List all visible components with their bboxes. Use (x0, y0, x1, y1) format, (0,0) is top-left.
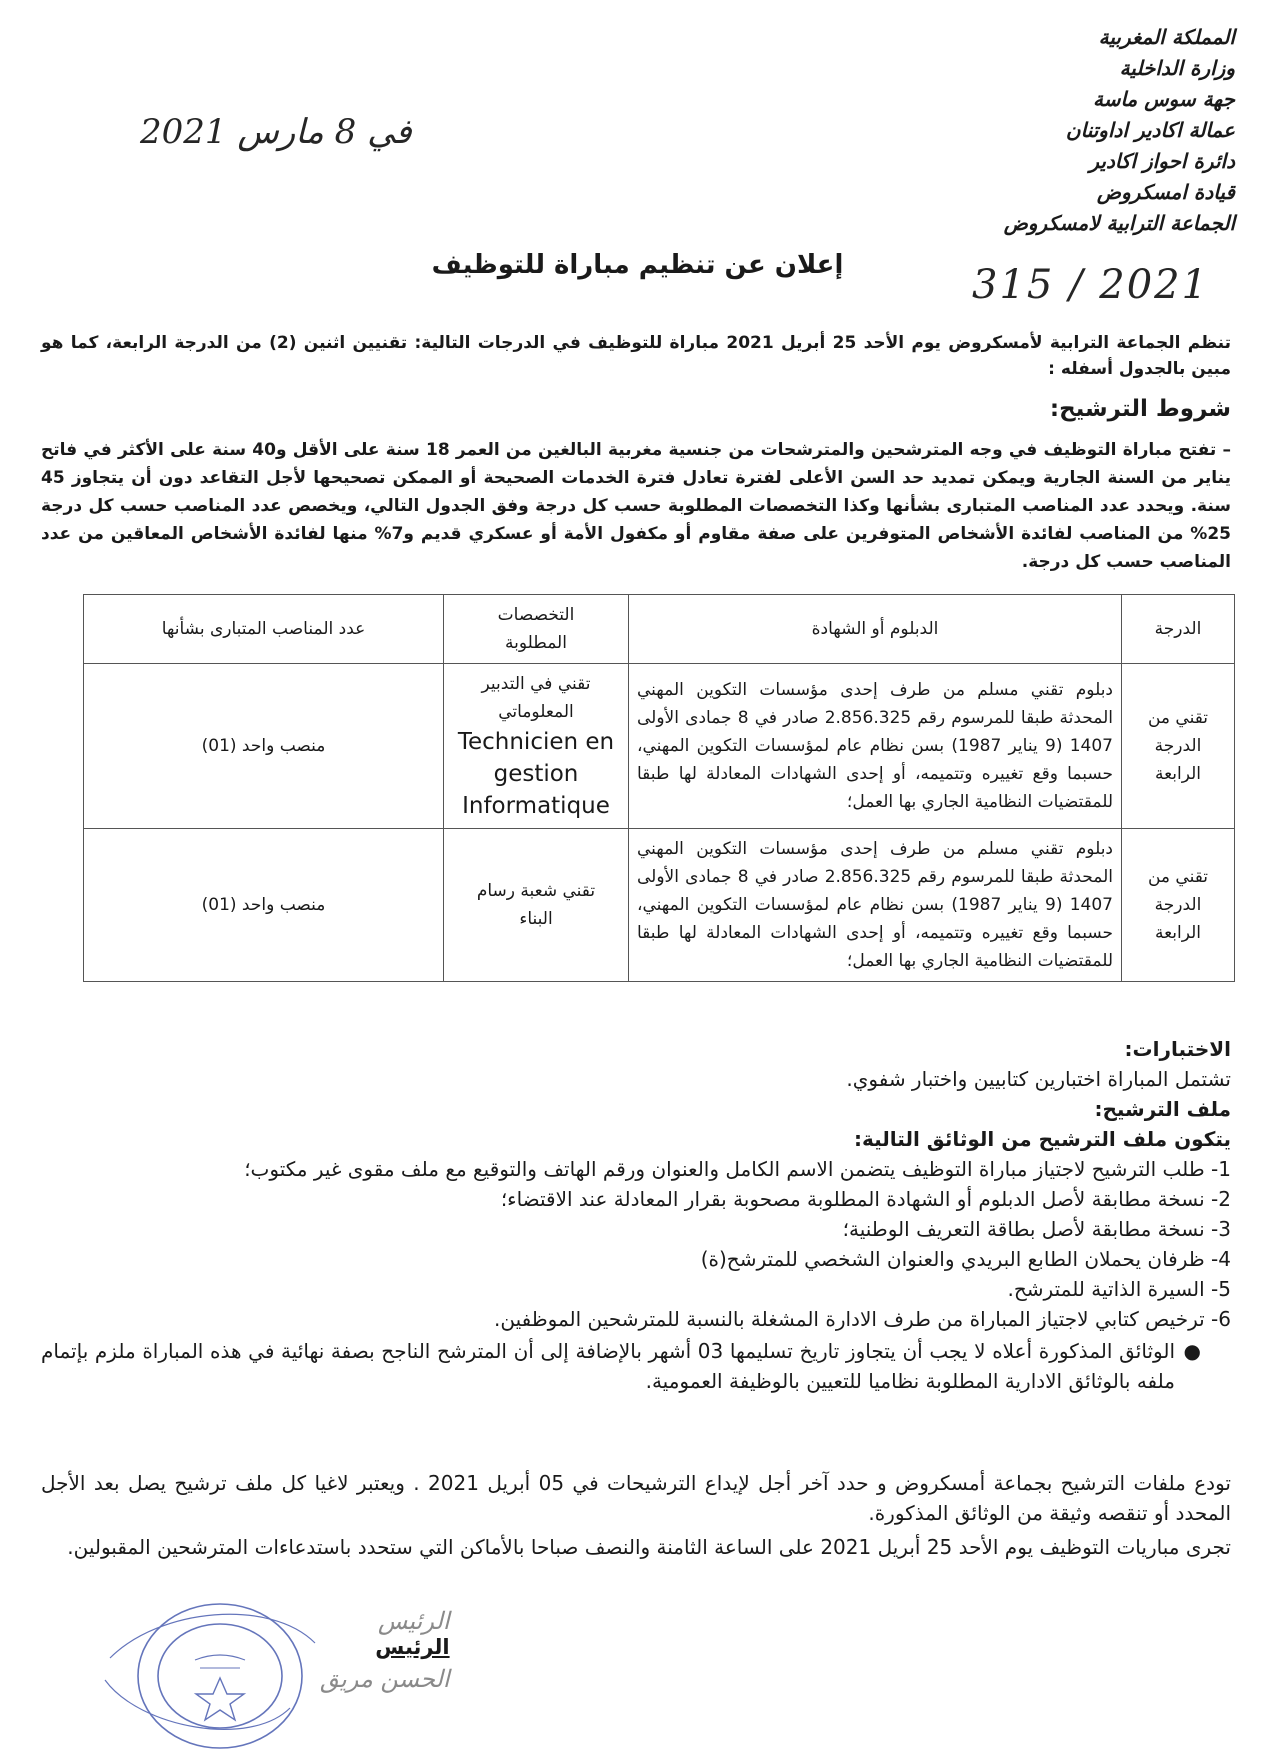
cell-posts: منصب واحد (01) (84, 664, 444, 829)
cell-specialty (444, 829, 629, 982)
file-subheading: يتكون ملف الترشيح من الوثائق التالية: (854, 1127, 1231, 1151)
deposit-paragraph: تودع ملفات الترشيح بجماعة أمسكروض و حدد آخر أجل لإيداع الترشيحات في 05 أبريل 2021 . ويعتبر لاغيا كل ملف ترشيح يصل بعد الأجل المحدد أو تنقصه وثيقة من الوثائق المذكورة. (41, 1471, 1231, 1525)
documents-list (41, 1154, 1231, 1334)
conditions-paragraph: – تفتح مباراة التوظيف في وجه المترشحين والمترشحات من جنسية مغربية البالغين من العمر 18 سنة على الأقل و40 سنة على الأكثر في فاتح يناير من السنة الجارية ويمكن تمديد حد السن الأعلى لفترة تعادل فترة الخدمات الصحيحة أو الممكن تصحيحها لأجل التقاعد دون أن يتجاوز 45 سنة. ويحدد عدد المناصب المتبارى بشأنها وكذا التخصصات المطلوبة حسب كل درجة وفق الجدول التالي، ويخصص عدد المناصب حسب كل درجة 25% من المناصب لفائدة الأشخاص المتوفرين على صفة مقاوم أو مكفول الأمة أو عسكري قديم و7% منها لفائدة الأشخاص المعاقين من عدد المناصب حسب كل درجة. (41, 440, 1231, 572)
list-item: 3- نسخة مطابقة لأصل بطاقة التعريف الوطنية؛ (842, 1217, 1231, 1241)
header-line-caidat: قيادة امسكروض (1096, 180, 1235, 204)
tests-heading: الاختبارات: (1124, 1037, 1231, 1061)
note-item (41, 1336, 1201, 1396)
signature-label: الرئيس (375, 1635, 450, 1659)
header-line-district: دائرة احواز اكادير (1089, 149, 1235, 173)
header-specialty-line1: التخصصات (497, 605, 575, 625)
grade-line: تقني من (1147, 708, 1209, 728)
header-specialty-line2: المطلوبة (505, 633, 567, 653)
document-title: إعلان عن تنظيم مباراة للتوظيف (431, 250, 844, 280)
note-text: الوثائق المذكورة أعلاه لا يجب أن يتجاوز تاريخ تسليمها 03 أشهر بالإضافة إلى أن المترشح الناجح بصفة نهائية في هذه المباراة ملزم بإتمام ملفه بالوثائق الادارية المطلوبة نظاميا للتعيين بالوظيفة العمومية. (41, 1339, 1175, 1393)
exam-paragraph: تجرى مباريات التوظيف يوم الأحد 25 أبريل 2021 على الساعة الثامنة والنصف صباحا بالأماكن التي ستحدد باستدعاءات المترشحين المقبولين. (67, 1535, 1231, 1559)
bullet-icon: ● (1183, 1339, 1201, 1363)
list-item: 5- السيرة الذاتية للمترشح. (1007, 1277, 1231, 1301)
cell-diploma: دبلوم تقني مسلم من طرف إحدى مؤسسات التكوين المهني المحدثة طبقا للمرسوم رقم 2.856.325 صادر في 8 جمادى الأولى 1407 (9 يناير 1987) بسن نظام عام لمؤسسات التكوين المهني، حسبما وقع تغييره وتتميمه، أو إحدى الشهادات المعادلة لها طبقا للمقتضيات النظامية الجاري بها العمل؛ (629, 664, 1122, 829)
cell-grade (1122, 829, 1235, 982)
conditions-heading: شروط الترشيح: (1049, 396, 1231, 422)
table-row (84, 829, 1235, 982)
specialty-ar-line: المعلوماتي (498, 702, 574, 722)
intro-paragraph: تنظم الجماعة الترابية لأمسكروض يوم الأحد 25 أبريل 2021 مباراة للتوظيف في الدرجات التالية: تقنيين اثنين (2) من الدرجة الرابعة، كما هو مبين بالجدول أسفله : (41, 333, 1231, 379)
list-item: 4- ظرفان يحملان الطابع البريدي والعنوان الشخصي للمترشح(ة) (700, 1247, 1231, 1271)
stamp-graphic (100, 1588, 320, 1758)
signatory-name: الحسن مريق (320, 1665, 450, 1693)
grade-line: الرابعة (1154, 764, 1202, 784)
header-line-prefecture: عمالة اكادير اداوتنان (1065, 118, 1235, 142)
cell-posts: منصب واحد (01) (84, 829, 444, 982)
cell-grade (1122, 664, 1235, 829)
header-specialty (444, 595, 629, 664)
header-line-region: جهة سوس ماسة (1092, 87, 1235, 111)
table-row (84, 664, 1235, 829)
administrative-header (915, 22, 1235, 239)
specialty-ar-line: تقني في التدبير (481, 674, 591, 694)
header-grade: الدرجة (1122, 595, 1235, 664)
header-line-commune: الجماعة الترابية لامسكروض (1003, 211, 1235, 235)
list-item: 6- ترخيص كتابي لاجتياز المباراة من طرف الادارة المشغلة بالنسبة للمترشحين الموظفين. (494, 1307, 1231, 1331)
cell-specialty (444, 664, 629, 829)
list-item: 2- نسخة مطابقة لأصل الدبلوم أو الشهادة المطلوبة مصحوبة بقرار المعادلة عند الاقتضاء؛ (500, 1187, 1231, 1211)
file-heading: ملف الترشيح: (1094, 1097, 1231, 1121)
grade-line: تقني من (1147, 867, 1209, 887)
header-diploma: الدبلوم أو الشهادة (629, 595, 1122, 664)
specialty-fr-line: Technicien en (457, 729, 615, 755)
note-list (41, 1336, 1201, 1396)
list-item: 1- طلب الترشيح لاجتياز مباراة التوظيف يتضمن الاسم الكامل والعنوان ورقم الهاتف والتوقيع مع ملف مقوى غير مكتوب؛ (244, 1157, 1231, 1181)
specialty-fr-line: Informatique (462, 793, 610, 819)
positions-table (83, 594, 1235, 982)
official-stamp (100, 1588, 320, 1758)
header-line-kingdom: المملكة المغربية (1098, 25, 1235, 49)
closing-section (41, 1468, 1231, 1566)
table-header-row (84, 595, 1235, 664)
header-line-ministry: وزارة الداخلية (1119, 56, 1235, 80)
signature-block (320, 1607, 450, 1693)
specialty-fr-line: gestion (493, 761, 579, 787)
header-posts: عدد المناصب المتبارى بشأنها (84, 595, 444, 664)
grade-line: الدرجة (1154, 895, 1202, 915)
signature-stamp-label: الرئيس (377, 1607, 450, 1635)
grade-line: الرابعة (1154, 923, 1202, 943)
specialty-line: تقني شعبة رسام (476, 881, 596, 901)
tests-text: تشتمل المباراة اختبارين كتابيين واختبار شفوي. (846, 1067, 1231, 1091)
cell-diploma: دبلوم تقني مسلم من طرف إحدى مؤسسات التكوين المهني المحدثة طبقا للمرسوم رقم 2.856.325 صادر في 8 جمادى الأولى 1407 (9 يناير 1987) بسن نظام عام لمؤسسات التكوين المهني، حسبما وقع تغييره وتتميمه، أو إحدى الشهادات المعادلة لها طبقا للمقتضيات النظامية الجاري بها العمل؛ (629, 829, 1122, 982)
grade-line: الدرجة (1154, 736, 1202, 756)
handwritten-date: في 8 مارس 2021 (140, 112, 412, 152)
specialty-line: البناء (519, 909, 553, 929)
application-section (41, 1034, 1231, 1396)
handwritten-reference: 315 / 2021 (972, 262, 1210, 308)
